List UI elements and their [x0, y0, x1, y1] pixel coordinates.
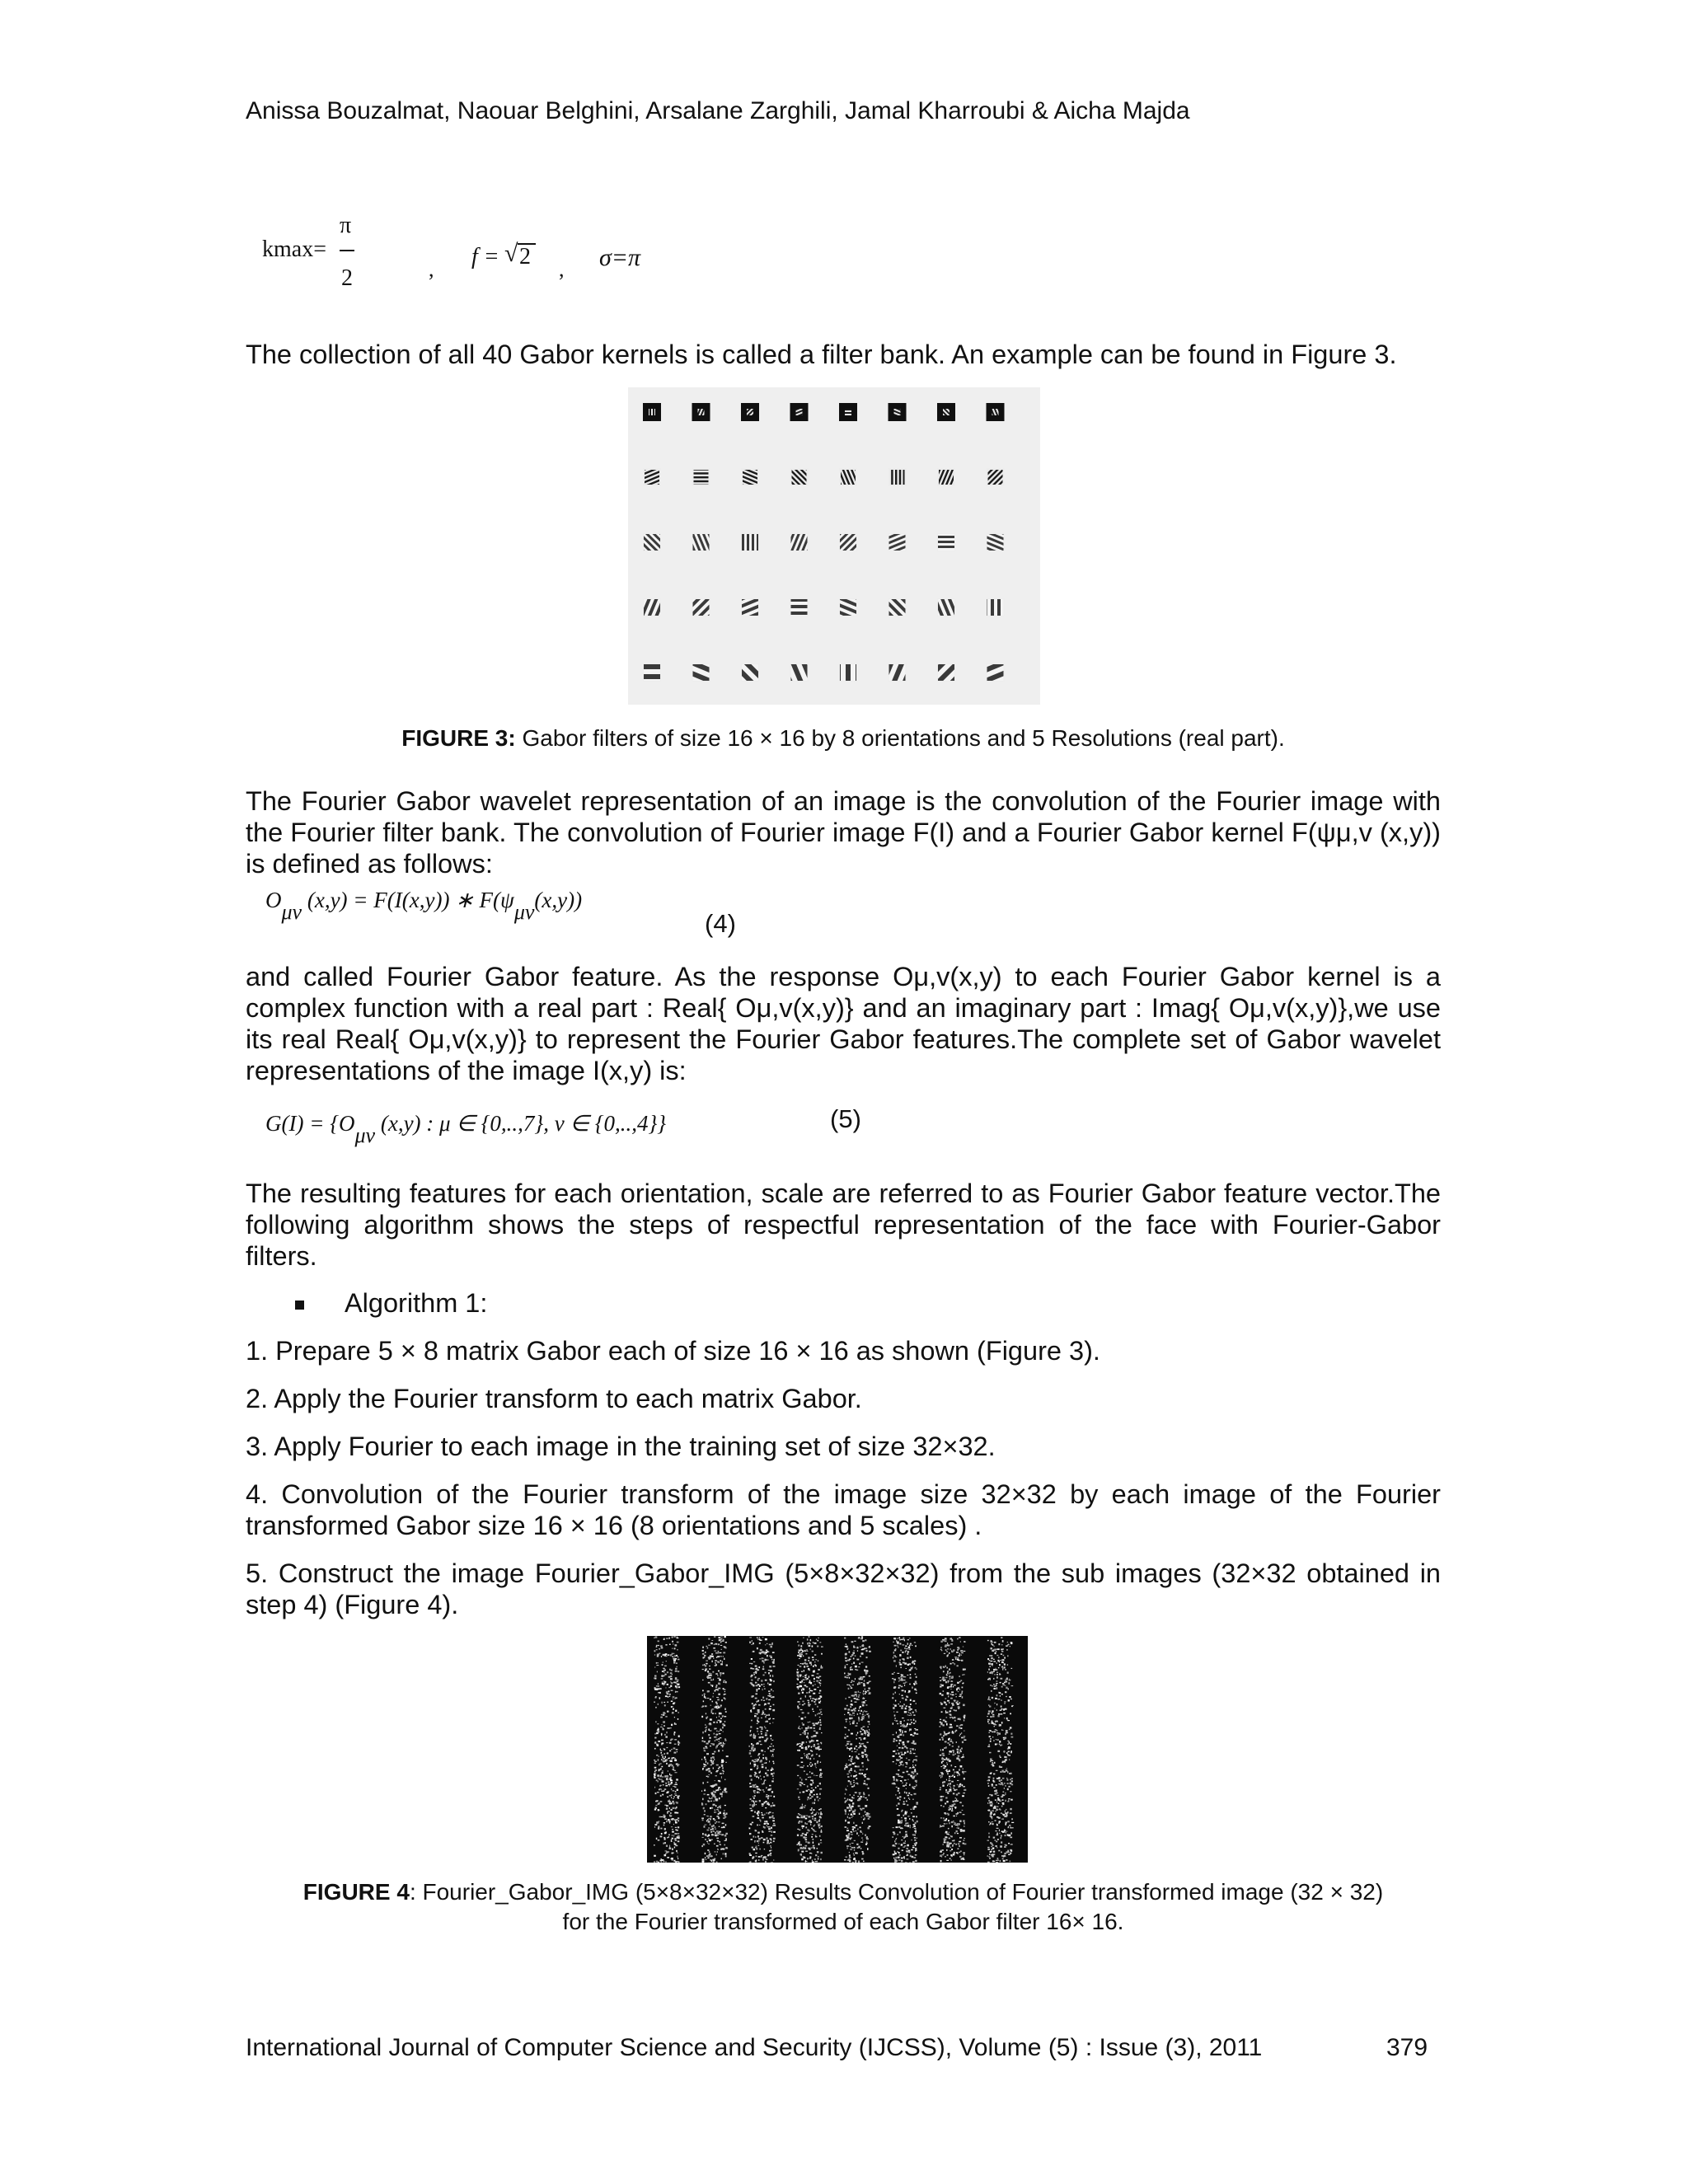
gabor-kernel [698, 409, 705, 415]
feature-column [940, 1637, 967, 1862]
gabor-kernel [845, 409, 851, 415]
paragraph-response: and called Fourier Gabor feature. As the response Oμ,v(x,y) to each Fourier Gabor kernel is a complex function with a real part : Real{ Oμ,v(x,y)} and an imaginary part : Imag{ Oμ,v(x,y)},we use its real Real{ Oμ,v(x,y)} to represent the Fourier Gabor features.The complete set of Gabor wavelet representations of the image I(x,y) is: [246, 962, 1441, 1085]
gabor-kernel [742, 534, 758, 551]
gabor-kernel [987, 599, 1004, 616]
figure-3-label: FIGURE 3: [401, 725, 516, 751]
figure-3-caption [246, 724, 1441, 753]
figure-4-label: FIGURE 4 [302, 1879, 410, 1905]
gabor-kernel [791, 599, 808, 616]
gabor-kernel [939, 470, 954, 485]
footer-page-number: 379 [1386, 2034, 1428, 2061]
equation-5: G(I) = {Oμν (x,y) : μ ∈ {0,..,7}, ν ∈ {0,..,4}} [265, 1111, 667, 1147]
gabor-kernel [840, 534, 856, 551]
figure-4-caption-line-2: for the Fourier transformed of each Gabor filter 16× 16. [562, 1909, 1124, 1934]
gabor-kernel [841, 470, 856, 485]
gabor-kernel [693, 664, 710, 681]
gabor-kernel [840, 599, 856, 616]
equation-5-number: (5) [830, 1104, 861, 1133]
gabor-kernel [894, 409, 901, 415]
algorithm-step-4: 4. Convolution of the Fourier transform of the image size 32×32 by each image of the Fourier transformed Gabor size 16 × 16 (8 orientations and 5 scales) . [246, 1479, 1441, 1540]
sqrt-value: 2 [519, 244, 531, 269]
gabor-kernel [988, 470, 1003, 485]
figure-3-text: Gabor filters of size 16 × 16 by 8 orientations and 5 Resolutions (real part). [515, 725, 1285, 751]
gabor-kernel [792, 470, 807, 485]
param-kmax [262, 237, 326, 263]
gabor-kernel [791, 664, 808, 681]
gabor-kernel [742, 664, 758, 681]
gabor-kernel [890, 470, 905, 485]
gabor-kernel [796, 409, 803, 415]
gabor-kernel [943, 409, 950, 415]
gabor-kernel [644, 534, 660, 551]
feature-column [844, 1636, 871, 1863]
kmax-pi: π [340, 213, 352, 238]
paragraph-filter-bank: The collection of all 40 Gabor kernels is called a filter bank. An example can be found in Figure 3. [246, 340, 1397, 369]
gabor-kernel [840, 664, 856, 681]
gabor-kernel [987, 534, 1004, 551]
algorithm-step-3: 3. Apply Fourier to each image in the training set of size 32×32. [246, 1432, 996, 1461]
algorithm-bullet [295, 1299, 304, 1314]
gabor-kernel [743, 470, 757, 485]
gabor-kernel [938, 664, 954, 681]
kmax-label: kmax= [262, 237, 326, 262]
figure-4-image [647, 1636, 1028, 1863]
gabor-kernel [889, 664, 906, 681]
gabor-kernel [938, 599, 954, 616]
algorithm-title: Algorithm 1: [345, 1288, 488, 1318]
gabor-kernel [644, 664, 660, 681]
gabor-kernel [649, 409, 655, 415]
paragraph-features: The resulting features for each orientation, scale are referred to as Fourier Gabor feature vector.The following algorithm shows the steps of respectful representation of the face with Fourier-Gabor filters. [246, 1179, 1441, 1271]
algorithm-step-2: 2. Apply the Fourier transform to each matrix Gabor. [246, 1384, 862, 1413]
gabor-kernel [992, 409, 999, 415]
running-header: Anissa Bouzalmat, Naouar Belghini, Arsalane Zarghili, Jamal Kharroubi & Aicha Majda [246, 97, 1190, 124]
gabor-filter-grid [628, 387, 1040, 705]
equation-4: Oμν (x,y) = F(I(x,y)) ∗ F(ψμν(x,y)) [265, 888, 583, 924]
gabor-kernel [644, 599, 660, 616]
comma-1: , [429, 257, 434, 281]
gabor-kernel [791, 534, 808, 551]
fourier-gabor-img [647, 1636, 1028, 1863]
square-bullet-icon [295, 1301, 304, 1310]
gabor-kernel [987, 664, 1004, 681]
equation-4-number: (4) [705, 909, 736, 938]
gabor-kernel [742, 599, 758, 616]
gabor-kernel [693, 599, 710, 616]
comma-2: , [559, 257, 565, 281]
feature-column [796, 1636, 823, 1863]
kmax-denominator: 2 [341, 265, 353, 291]
gabor-kernel [693, 534, 710, 551]
gabor-kernel [645, 470, 659, 485]
f-equation: f = [471, 244, 499, 269]
feature-column [654, 1636, 680, 1863]
feature-column [701, 1636, 729, 1863]
algorithm-step-5: 5. Construct the image Fourier_Gabor_IMG (5×8×32×32) from the sub images (32×32 obtained in step 4) (Figure 4). [246, 1558, 1441, 1619]
gabor-kernel [889, 599, 906, 616]
kmax-fraction-bar [340, 250, 354, 251]
gabor-kernel [889, 534, 906, 551]
figure-4-caption-line-1: FIGURE 4: Fourier_Gabor_IMG (5×8×32×32) Results Convolution of Fourier transformed image (32 × 32) [302, 1879, 1384, 1905]
paragraph-convolution: The Fourier Gabor wavelet representation of an image is the convolution of the Fourier image with the Fourier filter bank. The convolution of Fourier image F(I) and a Fourier Gabor kernel F(ψμ,v (x,y)) is defined as follows: [246, 786, 1441, 879]
gabor-kernel [694, 470, 709, 485]
sqrt-symbol: √ [504, 240, 518, 267]
figure-3-image [628, 387, 1040, 705]
footer-journal: International Journal of Computer Science and Security (IJCSS), Volume (5) : Issue (3), 2011 [246, 2034, 1263, 2061]
feature-column [987, 1637, 1014, 1863]
algorithm-step-1: 1. Prepare 5 × 8 matrix Gabor each of size 16 × 16 as shown (Figure 3). [246, 1336, 1100, 1366]
gabor-kernel [938, 534, 954, 551]
sigma-equation: σ=π [599, 244, 641, 271]
gabor-kernel [747, 409, 753, 415]
feature-column [892, 1637, 918, 1863]
feature-column [749, 1637, 776, 1863]
figure-4-caption [246, 1877, 1441, 1937]
